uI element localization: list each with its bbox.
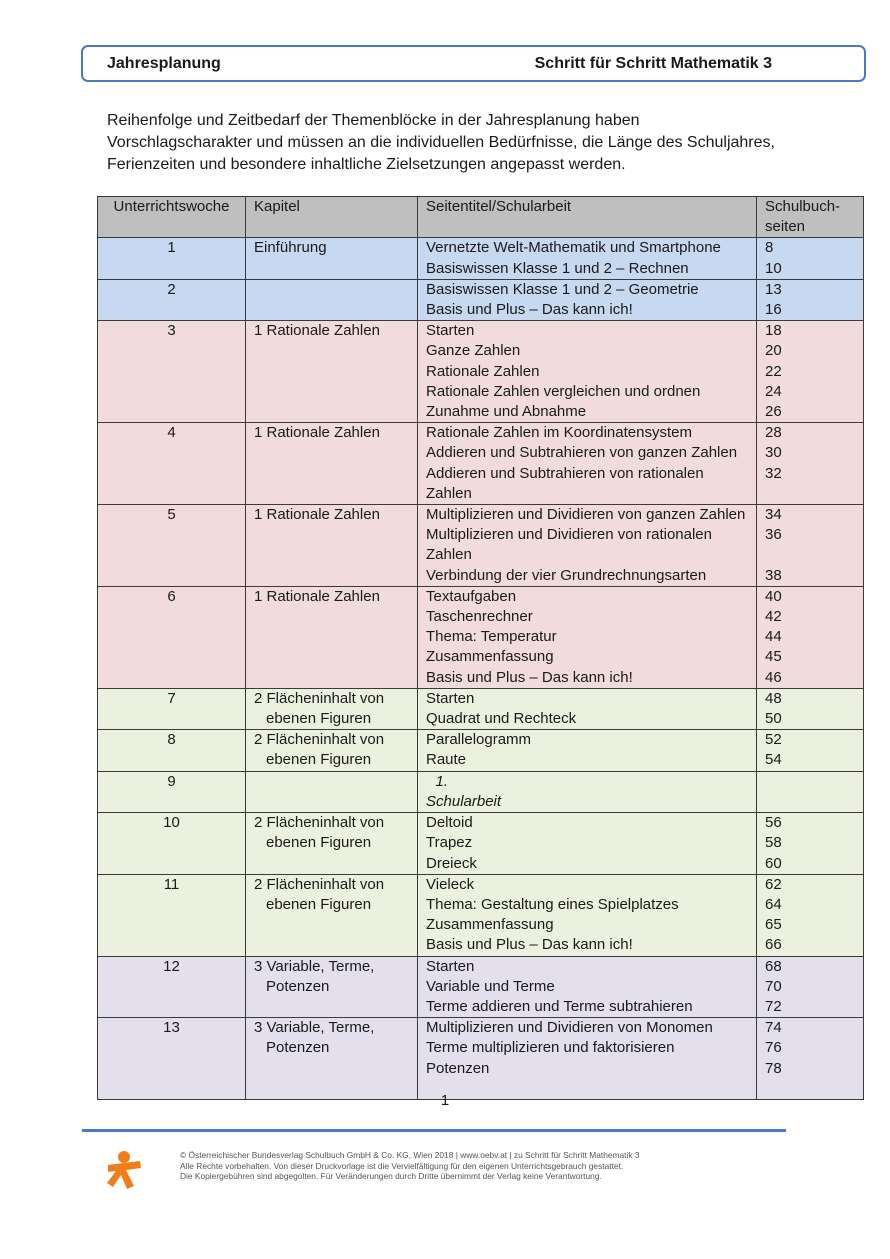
table-row — [98, 771, 864, 812]
cell-week: 11 — [98, 874, 246, 956]
cell-pages — [757, 730, 864, 771]
cell-week: 6 — [98, 586, 246, 688]
chapter-line: Potenzen — [266, 977, 330, 995]
table-row — [98, 279, 864, 320]
page-line: 74 — [765, 1019, 782, 1037]
table-row — [98, 321, 864, 423]
title-line: Dreieck — [426, 854, 477, 872]
header-title: Seitentitel/Schularbeit — [418, 197, 757, 238]
header-chapter: Kapitel — [246, 197, 418, 238]
cell-pages — [757, 586, 864, 688]
cell-week: 4 — [98, 423, 246, 505]
page-line: 60 — [765, 854, 782, 872]
page-line: 36 — [765, 526, 782, 544]
cell-title — [418, 688, 757, 729]
cell-week: 2 — [98, 279, 246, 320]
page-line: 52 — [765, 731, 782, 749]
title-line: Textaufgaben — [426, 587, 517, 605]
cell-pages — [757, 238, 864, 279]
cell-title — [418, 730, 757, 771]
title-line: Multiplizieren und Dividieren von rationalen — [426, 526, 712, 544]
cell-chapter — [246, 279, 418, 320]
cell-title — [418, 279, 757, 320]
page-line: 30 — [765, 444, 782, 462]
cell-pages — [757, 874, 864, 956]
cell-title — [418, 1018, 757, 1100]
cell-week: 10 — [98, 813, 246, 875]
page-line: 24 — [765, 382, 782, 400]
cell-pages — [757, 813, 864, 875]
cell-title — [418, 956, 757, 1018]
page-line: 62 — [765, 875, 782, 893]
page-line: 13 — [765, 280, 782, 298]
cell-week: 8 — [98, 730, 246, 771]
chapter-line: 1 Rationale Zahlen — [254, 424, 380, 442]
title-line: Basis und Plus – Das kann ich! — [426, 936, 633, 954]
chapter-line: 3 Variable, Terme, — [254, 1019, 375, 1037]
title-line: Parallelogramm — [426, 731, 532, 749]
cell-chapter — [246, 238, 418, 279]
chapter-line: 2 Flächeninhalt von — [254, 875, 385, 893]
title-line: Multiplizieren und Dividieren von Monomen — [426, 1019, 713, 1037]
page-line: 42 — [765, 608, 782, 626]
footer-divider — [82, 1129, 786, 1132]
cell-pages — [757, 771, 864, 812]
page-line — [765, 545, 863, 565]
intro-line: Vorschlagscharakter und müssen an die individuellen Bedürfnisse, die Länge des Schuljahres, — [107, 134, 775, 151]
intro-line: Reihenfolge und Zeitbedarf der Themenblöcke in der Jahresplanung haben — [107, 112, 640, 129]
header-title: Jahresplanung — [107, 55, 221, 72]
title-line: Thema: Temperatur — [426, 628, 557, 646]
page-line: 28 — [765, 424, 782, 442]
title-line: Trapez — [426, 834, 473, 852]
cell-chapter — [246, 505, 418, 587]
chapter-line: 2 Flächeninhalt von — [254, 814, 385, 832]
cell-chapter — [246, 1018, 418, 1100]
page-line: 56 — [765, 814, 782, 832]
title-line: Quadrat und Rechteck — [426, 710, 577, 728]
title-line: Rationale Zahlen vergleichen und ordnen — [426, 382, 701, 400]
title-line: Variable und Terme — [426, 977, 555, 995]
cell-pages — [757, 423, 864, 505]
title-line: Raute — [426, 751, 467, 769]
page-line: 44 — [765, 628, 782, 646]
chapter-line: ebenen Figuren — [266, 834, 372, 852]
page-line: 65 — [765, 916, 782, 934]
table-row — [98, 813, 864, 875]
title-line: Thema: Gestaltung eines Spielplatzes — [426, 895, 679, 913]
page-line: 34 — [765, 506, 782, 524]
title-line: Zunahme und Abnahme — [426, 403, 587, 421]
page-line: 54 — [765, 751, 782, 769]
title-line: Basiswissen Klasse 1 und 2 – Rechnen — [426, 259, 689, 277]
cell-chapter — [246, 586, 418, 688]
title-line: Addieren und Subtrahieren von ganzen Zahlen — [426, 444, 738, 462]
title-line: Deltoid — [426, 814, 473, 832]
cell-pages — [757, 321, 864, 423]
table-row — [98, 238, 864, 279]
cell-chapter — [246, 688, 418, 729]
cell-pages — [757, 956, 864, 1018]
exam-label: Schularbeit — [426, 792, 502, 810]
year-plan-table — [97, 196, 864, 1100]
header-pages — [757, 197, 864, 238]
page-line: 16 — [765, 301, 782, 319]
chapter-line: Einführung — [254, 239, 327, 257]
title-line: Rationale Zahlen — [426, 362, 540, 380]
cell-title — [418, 238, 757, 279]
title-line: Verbindung der vier Grundrechnungsarten — [426, 566, 707, 584]
table-row — [98, 423, 864, 505]
title-line: Zusammenfassung — [426, 916, 554, 934]
title-line: Zahlen — [426, 546, 472, 564]
cell-week: 5 — [98, 505, 246, 587]
title-line: Terme addieren und Terme subtrahieren — [426, 997, 693, 1015]
title-line: Rationale Zahlen im Koordinatensystem — [426, 424, 692, 442]
cell-chapter — [246, 730, 418, 771]
title-line: Basis und Plus – Das kann ich! — [426, 668, 633, 686]
title-line: Basis und Plus – Das kann ich! — [426, 301, 633, 319]
cell-title — [418, 321, 757, 423]
table-row — [98, 688, 864, 729]
table-header-row — [98, 197, 864, 238]
title-line: Taschenrechner — [426, 608, 533, 626]
cell-title — [418, 874, 757, 956]
page-line: 50 — [765, 710, 782, 728]
title-line: Addieren und Subtrahieren von rationalen — [426, 464, 704, 482]
exam-entry — [426, 772, 756, 812]
page-line: 58 — [765, 834, 782, 852]
page-header — [81, 45, 866, 82]
table-row — [98, 730, 864, 771]
cell-title — [418, 586, 757, 688]
table-row — [98, 956, 864, 1018]
cell-title — [418, 813, 757, 875]
cell-week: 3 — [98, 321, 246, 423]
page-line: 78 — [765, 1059, 782, 1077]
chapter-line: 1 Rationale Zahlen — [254, 506, 380, 524]
chapter-line: 3 Variable, Terme, — [254, 957, 375, 975]
cell-pages — [757, 505, 864, 587]
title-line: Terme multiplizieren und faktorisieren — [426, 1039, 675, 1057]
cell-week: 12 — [98, 956, 246, 1018]
header-pages-line: seiten — [765, 218, 806, 236]
page-line: 8 — [765, 239, 774, 257]
chapter-line: ebenen Figuren — [266, 895, 372, 913]
cell-pages — [757, 688, 864, 729]
exam-number: 1. — [435, 772, 448, 790]
page-line: 20 — [765, 342, 782, 360]
chapter-line: 1 Rationale Zahlen — [254, 322, 380, 340]
cell-pages — [757, 1018, 864, 1100]
cell-week: 7 — [98, 688, 246, 729]
cell-title — [418, 423, 757, 505]
page-line: 48 — [765, 689, 782, 707]
table-row — [98, 874, 864, 956]
page-line: 18 — [765, 322, 782, 340]
header-pages-line: Schulbuch- — [765, 198, 841, 215]
page-line: 38 — [765, 566, 782, 584]
chapter-line: 1 Rationale Zahlen — [254, 587, 380, 605]
title-line: Starten — [426, 689, 475, 707]
footer-line: Die Kopiergebühren sind abgegolten. Für Veränderungen durch Dritte übernimmt der Verlag keine Verantwortung. — [180, 1171, 602, 1181]
cell-chapter — [246, 813, 418, 875]
cell-pages — [757, 279, 864, 320]
cell-chapter — [246, 771, 418, 812]
page-line — [765, 484, 863, 504]
chapter-line: Potenzen — [266, 1039, 330, 1057]
page-line: 45 — [765, 648, 782, 666]
cell-week: 13 — [98, 1018, 246, 1100]
page-number: 1 — [440, 1092, 450, 1109]
table-row — [98, 1018, 864, 1100]
page-line: 76 — [765, 1039, 782, 1057]
cell-chapter — [246, 874, 418, 956]
title-line: Potenzen — [426, 1059, 490, 1077]
page-line: 64 — [765, 895, 782, 913]
cell-title — [418, 505, 757, 587]
page-line: 46 — [765, 668, 782, 686]
page-line: 70 — [765, 977, 782, 995]
title-line: Vieleck — [426, 875, 475, 893]
footer-copyright — [180, 1150, 780, 1182]
cell-chapter — [246, 956, 418, 1018]
header-book-title: Schritt für Schritt Mathematik 3 — [534, 55, 772, 72]
cell-title — [418, 771, 757, 812]
chapter-line: ebenen Figuren — [266, 710, 372, 728]
title-line: Ganze Zahlen — [426, 342, 521, 360]
table-row — [98, 586, 864, 688]
intro-line: Ferienzeiten und besondere inhaltliche Zielsetzungen angepasst werden. — [107, 156, 626, 173]
title-line: Starten — [426, 322, 475, 340]
title-line: Basiswissen Klasse 1 und 2 – Geometrie — [426, 280, 699, 298]
title-line: Vernetzte Welt-Mathematik und Smartphone — [426, 239, 721, 257]
cell-chapter — [246, 423, 418, 505]
chapter-line: 2 Flächeninhalt von — [254, 731, 385, 749]
page-line: 40 — [765, 587, 782, 605]
table-body — [98, 238, 864, 1100]
chapter-line: 2 Flächeninhalt von — [254, 689, 385, 707]
oebv-star-logo-icon — [104, 1148, 144, 1190]
page-line: 10 — [765, 259, 782, 277]
page-line: 72 — [765, 997, 782, 1015]
page-line: 26 — [765, 403, 782, 421]
title-line: Zusammenfassung — [426, 648, 554, 666]
title-line: Starten — [426, 957, 475, 975]
page-line: 68 — [765, 957, 782, 975]
cell-chapter — [246, 321, 418, 423]
title-line: Multiplizieren und Dividieren von ganzen Zahlen — [426, 506, 746, 524]
cell-week: 1 — [98, 238, 246, 279]
table-row — [98, 505, 864, 587]
page-line: 22 — [765, 362, 782, 380]
page-line: 66 — [765, 936, 782, 954]
blank-line — [765, 772, 863, 792]
cell-week: 9 — [98, 771, 246, 812]
title-line: Zahlen — [426, 484, 472, 502]
footer-line: © Österreichischer Bundesverlag Schulbuch GmbH & Co. KG, Wien 2018 | www.oebv.at | zu Schritt für Schritt Mathematik 3 — [180, 1150, 640, 1160]
header-week: Unterrichtswoche — [98, 197, 246, 238]
page-line: 32 — [765, 464, 782, 482]
intro-paragraph — [107, 110, 807, 176]
footer-line: Alle Rechte vorbehalten. Von dieser Druckvorlage ist die Vervielfältigung für den eigenen Unterrichtsgebrauch gestattet. — [180, 1160, 624, 1171]
chapter-line: ebenen Figuren — [266, 751, 372, 769]
